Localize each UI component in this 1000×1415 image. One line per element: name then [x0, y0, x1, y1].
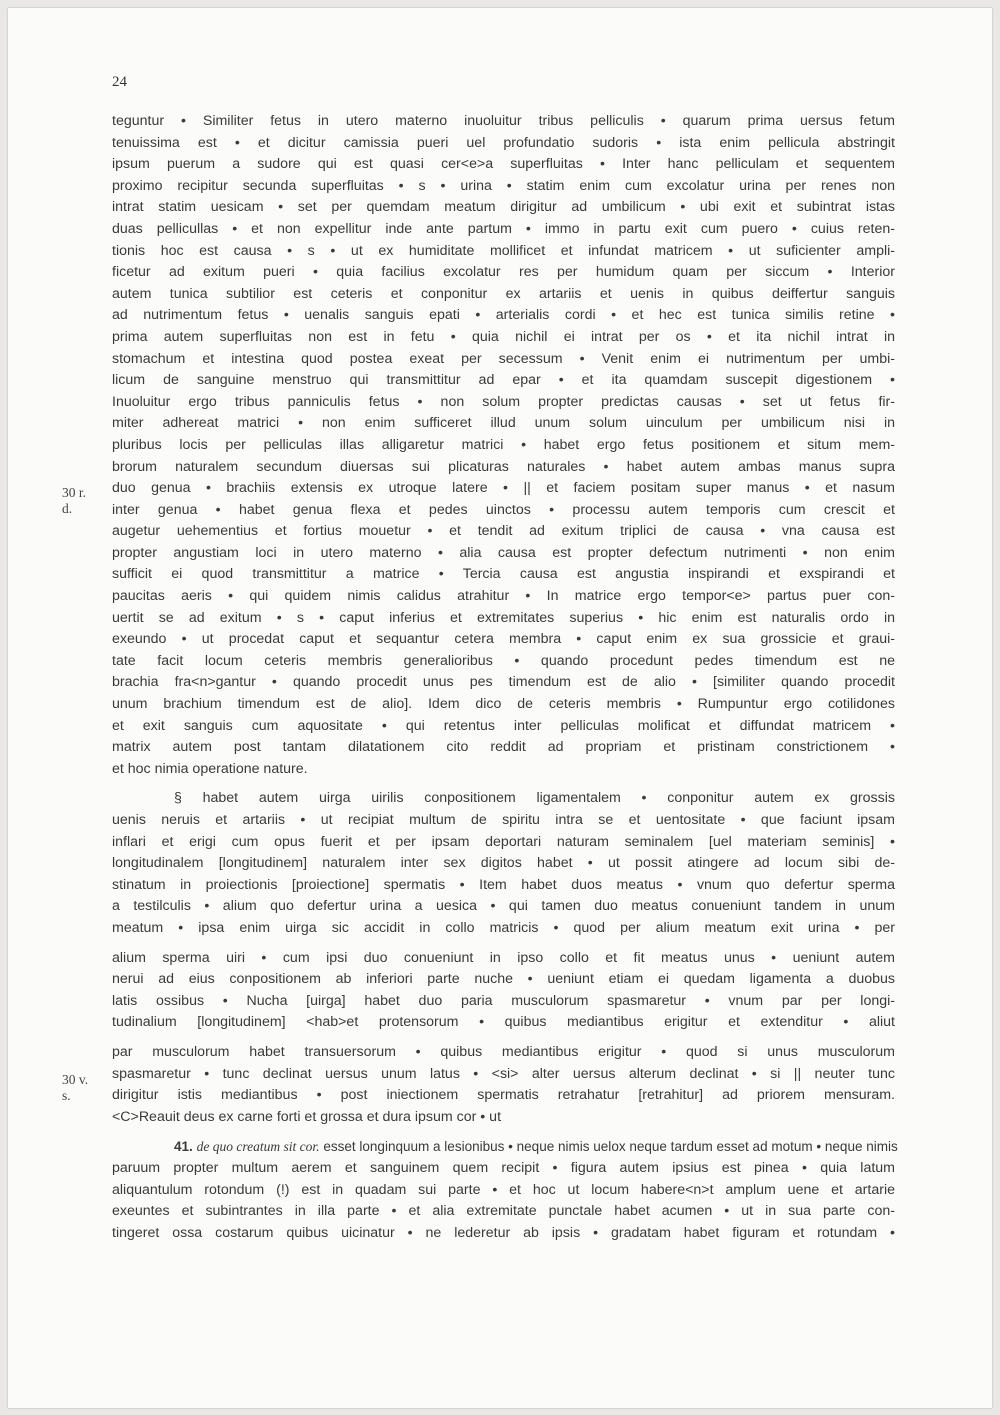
text-line: pluribus locis per pelliculas illas alligaretur matrici • habet ergo fetus positionem et situm mem-	[112, 436, 895, 453]
margin-note-folio-30v: 30 v. s.	[62, 1072, 89, 1103]
text-line: uertit se ad exitum • s • caput inferius et extremitates superius • hic enim est naturalis ordo in	[112, 609, 895, 626]
text-line: tudinalium [longitudinem] <hab>et protensorum • quibus mediantibus erigitur et extenditur • aliut	[112, 1014, 895, 1031]
text-line: brorum naturalem secundum diuersas sui plicaturas naturales • habet autem ambas manus supra	[112, 458, 895, 475]
text-line: tenuissima est • et dicitur camissia pueri uel profundatio sudoris • ista enim pellicula abstringit	[112, 134, 895, 151]
text-line: nerui ad eius conpositionem ab inferiori parte nuche • ueniunt etiam ei quedam ligamenta a duobus	[112, 971, 895, 988]
text-line: duas pellicullas • et non expellitur inde ante partum • immo in partu exit cum puero • cuius reten-	[112, 220, 895, 237]
text-line: longitudinalem [longitudinem] naturalem inter sex digitos habet • ut possit atingere ad locum sibi de-	[112, 855, 895, 872]
text-line: tionis hoc est causa • s • ut ex humiditate mollificet et infundat matricem • ut suficienter ampli-	[112, 242, 895, 259]
text-line: ipsum puerum a sudore qui est quasi cer<e>a superfluitas • Inter hanc pelliculam et sequentem	[112, 156, 895, 173]
text-line: latis ossibus • Nucha [uirga] habet duo paria musculorum spasmaretur • vnum par per longi-	[112, 992, 895, 1009]
text-line: stinatum in proiectionis [proiectione] spermatis • Item habet duos meatus • vnum quo defertur sperma	[112, 876, 895, 893]
text-line: teguntur • Similiter fetus in utero materno inuoluitur tribus pelliculis • quarum prima uersus fetum	[112, 113, 895, 129]
page-number: 24	[112, 74, 127, 90]
text-line: tate facit locum ceteris membris generalioribus • quando procedunt pedes timendum est ne	[112, 652, 895, 669]
text-line: <C>Reauit deus ex carne forti et grossa et dura ipsum cor • ut	[112, 1108, 502, 1125]
text-line: intrat statim uesicam • set per quemdam meatum dirigitur ad umbilicum • ubi exit et subintrat istas	[112, 199, 895, 216]
text-line: augetur uehementius et fortius mouetur • et tendit ad exitum triplici de causa • vna causa est	[112, 523, 895, 540]
text-line: uenis neruis et artariis • ut recipiat multum de spiritu intra se et uentositate • que faciunt ipsam	[112, 812, 895, 828]
text-line: par musculorum habet transuersorum • quibus mediantibus erigitur • quod si unus musculorum	[112, 1043, 895, 1060]
text-line: inter genua • habet genua flexa et pedes uinctos • processu autem temporis cum crescit et	[112, 501, 895, 518]
text-line: proximo recipitur secunda superfluitas • s • urina • statim enim cum excolatur urina per renes non	[112, 177, 895, 194]
text-line: miter adhereat matrici • non enim sufficeret illud unum solum uinculum per umbilicum nisi in	[112, 415, 895, 432]
body-text	[112, 111, 898, 1266]
text-line: meatum • ipsa enim uirga sic accidit in collo matricis • quod per alium meatum exit urina • per	[112, 919, 895, 936]
text-line: exeundo • ut procedat caput et sequantur cetera membra • caput enim ex sua grossicie et graui-	[112, 631, 895, 648]
text-line: et hoc nimia operatione nature.	[112, 760, 308, 777]
text-line: alium sperma uiri • cum ipsi duo conueniunt in ipso collo et fit meatus unus • ueniunt autem	[112, 949, 895, 966]
chapter-title: de quo creatum sit cor.	[196, 1139, 320, 1155]
text-line: Inuoluitur ergo tribus panniculis fetus • non solum propter predictas causas • set ut fetus fir-	[112, 393, 895, 410]
text-line: matrix autem post tantam dilatationem cito reddit ad propriam et pristinam constrictionem •	[112, 739, 895, 756]
text-line: propter angustiam loci in utero materno • alia causa est propter defectum nutrimenti • non enim	[112, 544, 895, 561]
text-line: paucitas aeris • qui quidem nimis calidus atrahitur • In matrice ergo tempor<e> partus puer con-	[112, 588, 895, 605]
text-line: brachia fra<n>gantur • quando procedit unus pes timendum est de alio • [similiter quando procedit	[112, 674, 895, 691]
text-line: autem tunica subtilior est ceteris et conponitur ex artariis et uenis in quibus deiffertur sanguis	[112, 285, 895, 302]
text-line: duo genua • brachiis extensis ex utroque latere • || et faciem positam super manus • et nasum	[112, 480, 895, 497]
text-line: unum brachium timendum est de alio]. Idem dico de ceteris membris • Rumpuntur ergo cotilidones	[112, 696, 895, 713]
chapter-heading-line	[112, 1136, 898, 1158]
chapter-number: 41.	[174, 1139, 193, 1155]
text-line: paruum propter multum aerem et sanguinem quem recipit • figura autem ipsius est pinea • quia latum	[112, 1159, 895, 1176]
text-line: inflari et erigi cum opus fuerit et per ipsam deportari naturam seminalem [uel materiam seminis] •	[112, 833, 895, 850]
text-line: sufficit ei quod transmittitur a matrice • Tercia causa est angustia inspirandi et exspirandi et	[112, 566, 895, 583]
text-line: tingeret ossa costarum quibus uicinatur • ne lederetur ab ipsis • gradatam habet figuram et rotundam •	[112, 1224, 895, 1241]
text-line: spasmaretur • tunc declinat uersus unum latus • <si> alter uersus alterum declinat • si || neuter tunc	[112, 1065, 895, 1082]
text-line	[112, 1244, 895, 1266]
text-line: ficetur ad exitum pueri • quia facilius excolatur res per humidum quam per siccum • Interior	[112, 264, 895, 281]
text-line: et exit sanguis cum aquositate • qui retentus inter pelliculas molificat et diffundat matricem •	[112, 717, 895, 734]
text-line: stomachum et intestina quod postea exeat per secessum • Venit enim ei nutrimentum per umbi-	[112, 350, 895, 367]
text-line: a testilculis • alium quo defertur urina a uesica • qui tamen duo meatus conueniunt tandem in unum	[112, 898, 895, 915]
text-line: licum de sanguine menstruo qui transmittitur ad epar • et ita quamdam suscepit digestionem •	[112, 372, 895, 389]
margin-note-folio-30r: 30 r. d.	[62, 485, 87, 516]
text-line: aliquantulum rotondum (!) est in quadam sui parte • et hoc ut locum habere<n>t amplum uene et artarie	[112, 1181, 895, 1198]
text-line: dirigitur istis mediantibus • post iniectionem spermatis retrahatur [retrahitur] ad priorem mensuram.	[112, 1087, 895, 1104]
text-line: prima autem superfluitas non est in fetu • quia nichil ei intrat per os • et ita nichil intrat in	[112, 328, 895, 345]
text-line: § habet autem uirga uirilis conpositionem ligamentalem • conponitur autem ex grossis	[174, 790, 895, 807]
text-line: esset longinquum a lesionibus • neque nimis uelox neque tardum esset ad motum • neque nimis	[323, 1139, 898, 1155]
text-line: ad nutrimentum fetus • uenalis sanguis epati • arterialis cordi • et hec est tunica similis retine •	[112, 307, 895, 324]
text-line: exeuntes et subintrantes in illa parte • et alia extremitate punctale habet acumen • ut in sua parte con-	[112, 1203, 895, 1220]
